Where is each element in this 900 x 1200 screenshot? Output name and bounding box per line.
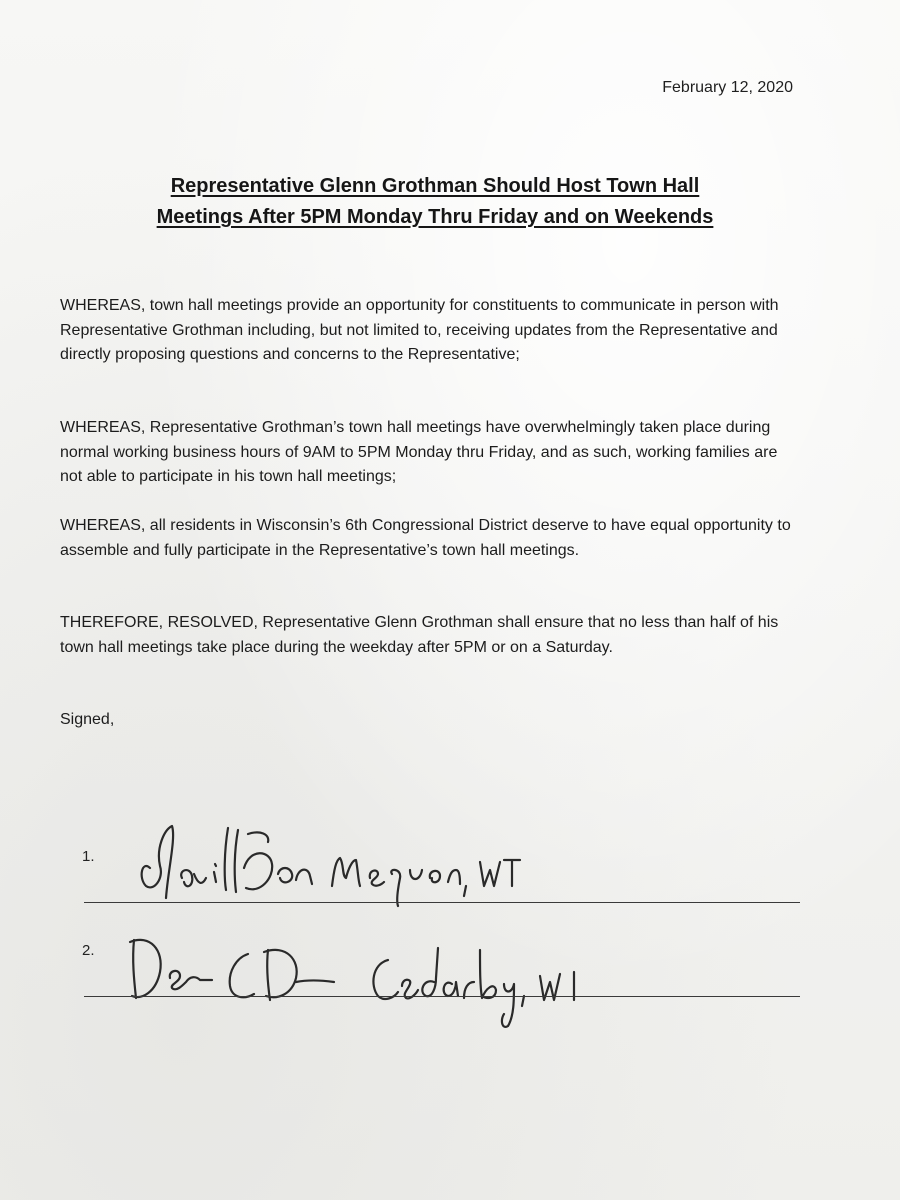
resolved-paragraph: THEREFORE, RESOLVED, Representative Glenn Grothman shall ensure that no less than half of his town hall meetings take place during the weekday after 5PM or on a Saturday. <box>60 614 779 656</box>
whereas-paragraph-2: WHEREAS, Representative Grothman’s town hall meetings have overwhelmingly taken place during normal working business hours of 9AM to 5PM Monday thru Friday, and as such, working families are not able to participate in his town hall meetings; <box>60 419 778 485</box>
title-line-2: Meetings After 5PM Monday Thru Friday and on Weekends <box>156 206 714 228</box>
document-title <box>0 171 870 233</box>
title-line-1: Representative Glenn Grothman Should Host Town Hall <box>170 175 700 197</box>
handwritten-signature-2 <box>120 920 640 1030</box>
signature-2-drawing <box>120 920 640 1030</box>
document-date: February 12, 2020 <box>662 79 793 96</box>
signature-number-1: 1. <box>82 848 95 865</box>
whereas-paragraph-3: WHEREAS, all residents in Wisconsin’s 6th Congressional District deserve to have equal opportunity to assemble and fully participate in the Representative’s town hall meetings. <box>60 517 791 559</box>
whereas-paragraph-1: WHEREAS, town hall meetings provide an opportunity for constituents to communicate in person with Representative Grothman including, but not limited to, receiving updates from the Representative and directly proposing questions and concerns to the Representative; <box>60 297 779 363</box>
signature-line-2 <box>84 996 800 997</box>
signed-label: Signed, <box>60 711 115 728</box>
signature-line-1 <box>84 902 800 903</box>
signature-number-2: 2. <box>82 942 95 959</box>
